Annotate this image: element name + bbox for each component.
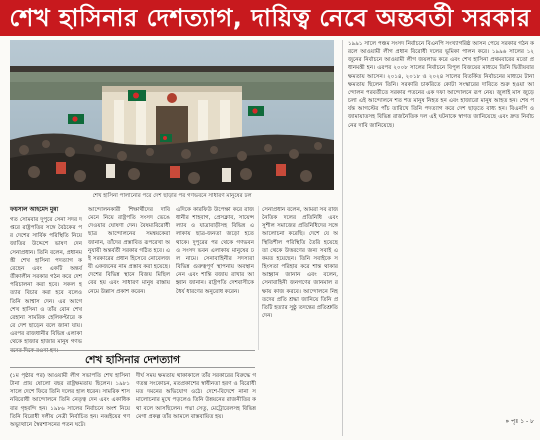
subheading: শেখ হাসিনার দেশত্যাগ bbox=[10, 350, 255, 368]
headline: শেখ হাসিনার দেশত্যাগ, দায়িত্ব নেবে অন্তবর্তী সরকার bbox=[0, 0, 540, 36]
photo-caption: শেখ হাসিনা পালানোর পরে দেশ ছাড়ার পর গণভবনে সাধারণ মানুষের ঢল bbox=[92, 193, 252, 199]
column-divider bbox=[258, 206, 259, 350]
article-column-4: সেনাপ্রধান বলেন, আমরা সব রাজনৈতিক দলের প্রতিনিধি এবং সুশীল সমাজের প্রতিনিধিদের সঙ্গে আলোচনা করেছি। দেশে যে অস্থিতিশীল পরিস্থিতি তৈরি হয়েছে তা থেকে উত্তরণের জন্য সবাই একমত হয়েছেন। তিনি সবাইকে সহিংসতা পরিহার করে শান্ত থাকার আহ্বান জানান এবং বলেন, সেনাবাহিনী জনগণের জানমাল রক্ষায় কাজ করবে। আন্দোলনে নিহতদের প্রতি শ্রদ্ধা জানিয়ে তিনি প্রতিটি হত্যার সুষ্ঠু তদন্তের প্রতিশ্রুতি দেন। bbox=[262, 207, 338, 320]
article-column-6: (১ম পৃষ্ঠার পর) আওয়ামী লীগ সভাপতি শেখ হাসিনা টানা প্রায় ষোলো বছর রাষ্ট্রক্ষমতায় ছিলেন। ১৯৮১ সালে দেশে ফিরে তিনি দলের হাল ধরেন। সামরিক শাসনবিরোধী আন্দোলনে তিনি নেতৃত্ব দেন এবং একাধিকবার গৃহবন্দি হন। ১৯৮৬ সালের নির্বাচনে অংশ নিয়ে তিনি বিরোধী দলীয় নেত্রী নির্বাচিত হন। নব্বইয়ের গণঅভ্যুত্থানে স্বৈরশাসনের পতন ঘটে। bbox=[10, 373, 130, 428]
article-column-5: ১৯৯১ সালে পঞ্চম সংসদ নির্বাচনে বিএনপি সংখ্যাগরিষ্ঠ আসন পেয়ে সরকার গঠন করলে আওয়ামী লীগ প্রধান বিরোধী দলের ভূমিকা পালন করে। ১৯৯৬ সালের ১২ জুনের নির্বাচনে আওয়ামী লীগ জয়লাভ করে এবং শেখ হাসিনা প্রথমবারের মতো প্রধানমন্ত্রী হন। এরপর ২০০৮ সালের নির্বাচনে বিপুল বিজয়ের মাধ্যমে তিনি দ্বিতীয়বার ক্ষমতায় আসেন। ২০১৪, ২০১৮ ও ২০২৪ সালের বিতর্কিত নির্বাচনের মাধ্যমে টানা ক্ষমতায় ছিলেন তিনি। সরকারি চাকরিতে কোটা সংস্কারের দাবিতে শুরু হওয়া আন্দোলন পরবর্তীতে সরকার পতনের এক দফা আন্দোলনে রূপ নেয়। জুলাই মাস জুড়ে চলা এই আন্দোলনে শত শত মানুষ নিহত হন এবং হাজারো মানুষ আহত হন। শেষ পর্যন্ত আগস্টের পাঁচ তারিখে তিনি পদত্যাগ করে দেশ ছাড়তে বাধ্য হন। বিএনপি ও জামায়াতসহ বিভিন্ন রাজনৈতিক দল এই ঘটনাকে স্বাগত জানিয়েছে এবং দ্রুত নির্বাচনের দাবি জানিয়েছে। bbox=[348, 41, 534, 129]
byline: ফয়সাল আহমেদ মুন্না bbox=[10, 207, 59, 213]
article-column-7: দীর্ঘ সময় ক্ষমতায় থাকাকালে তাঁর সরকারের বিরুদ্ধে গণতন্ত্র সংকোচন, মতপ্রকাশের স্বাধীনতা হরণ ও বিরোধী মত দমনের অভিযোগ ওঠে। দেশে-বিদেশে নানা সমালোচনার মুখে পড়লেও তিনি উন্নয়নের রাজনীতির কথা বলে আসছিলেন। পদ্মা সেতু, মেট্রোরেলসহ বিভিন্ন মেগা প্রকল্প তাঁর আমলে বাস্তবায়িত হয়। bbox=[136, 373, 256, 420]
article-column-1: গত সোমবার দুপুরে সেনা সদর দপ্তরে রাষ্ট্রপতির সঙ্গে বৈঠকের পর দেশের সার্বিক পরিস্থিতি নিয়ে জাতির উদ্দেশে ভাষণ দেন সেনাপ্রধান। তিনি বলেন, প্রধানমন্ত্রী শেখ হাসিনা পদত্যাগ করেছেন এবং একটি অন্তর্বর্তীকালীন সরকার গঠন করে দেশ পরিচালনা করা হবে। সকল হত্যার বিচার করা হবে বলেও তিনি আশ্বাস দেন। এর আগে শেখ হাসিনা ও তাঁর বোন শেখ রেহানা সামরিক হেলিকপ্টারে করে দেশ ছাড়েন বলে জানা যায়। এরপর রাজধানীর বিভিন্ন এলাকা থেকে হাজার হাজার মানুষ গণভবনের দিকে রওনা হন। bbox=[10, 217, 82, 354]
news-photo bbox=[10, 40, 334, 190]
page-continuation-mark: » পৃঃ ১ - ৮ bbox=[505, 418, 534, 425]
column-divider bbox=[342, 40, 343, 436]
article-column-3: এদিকে কারফিউ উপেক্ষা করে রাজধানীর শাহবাগ, প্রেসক্লাব, সায়েন্সল্যাব ও যাত্রাবাড়ীসহ বিভিন্ন এলাকায় ছাত্র-জনতা জড়ো হতে থাকে। দুপুরের পর থেকে গণভবন ও সংসদ ভবন এলাকায় মানুষের ঢল নামে। সেনাবাহিনীর সদস্যরা বিভিন্ন গুরুত্বপূর্ণ স্থাপনায় অবস্থান নেন এবং শান্তি বজায় রাখার আহ্বান জানান। রাষ্ট্রপতি দেশবাসীকে ধৈর্য ধারণের অনুরোধ করেন। bbox=[176, 207, 254, 295]
article-column-2: আন্দোলনকারী শিক্ষার্থীদের দাবি মেনে নিয়ে রাষ্ট্রপতি সংসদ ভেঙে দেওয়ার ঘোষণা দেন। বৈষম্যবিরোধী ছাত্র আন্দোলনের সমন্বয়কেরা জানান, তাঁদের প্রস্তাবিত রূপরেখা অনুযায়ী অন্তর্বর্তী সরকার গঠিত হবে। এই সরকারের প্রধান হিসেবে নোবেলজয়ী একজনের নাম প্রস্তাব করা হয়েছে। দেশের বিভিন্ন স্থানে বিজয় মিছিল বের হয় এবং সাধারণ মানুষ রাস্তায় নেমে উল্লাস প্রকাশ করেন। bbox=[88, 207, 170, 295]
